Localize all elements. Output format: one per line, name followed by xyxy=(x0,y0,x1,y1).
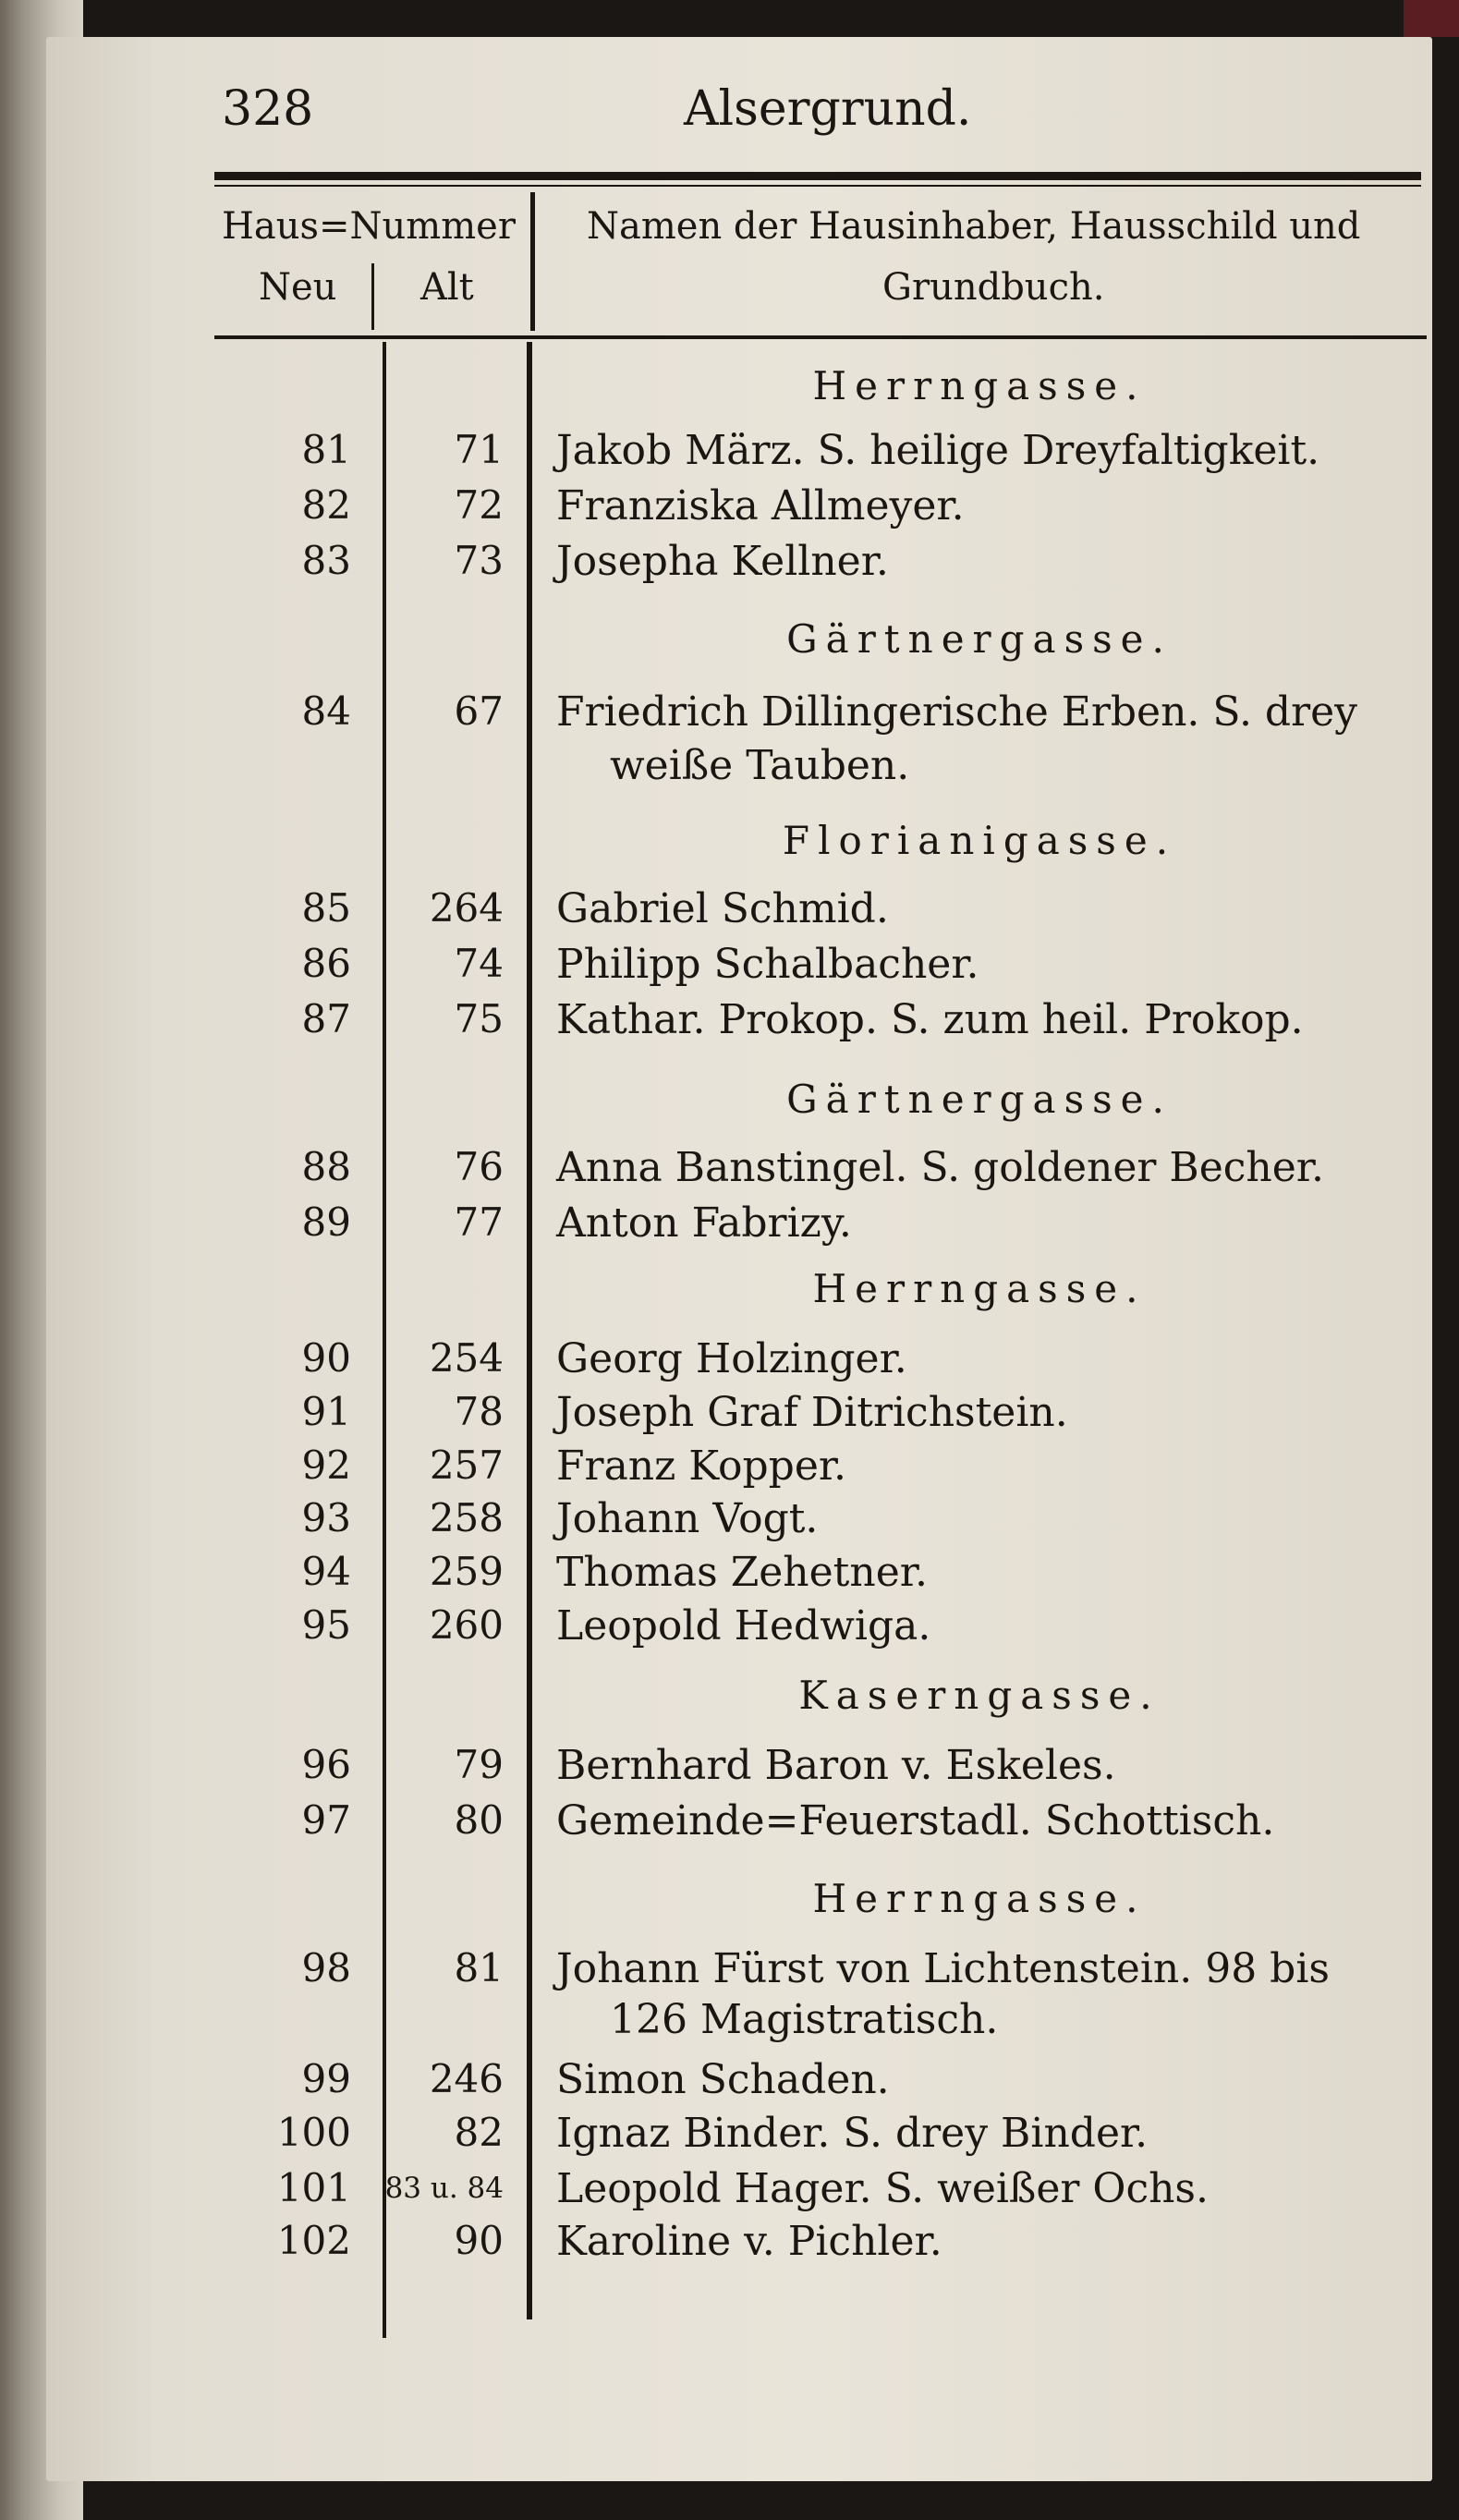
owner-name: Franz Kopper. xyxy=(556,1443,847,1490)
house-number-old: 71 xyxy=(454,427,504,472)
house-number-new: 84 xyxy=(301,688,351,734)
house-number-new: 86 xyxy=(301,941,351,986)
house-number-old: 264 xyxy=(429,885,504,931)
house-number-old: 79 xyxy=(454,1742,504,1787)
house-number-old: 259 xyxy=(429,1549,504,1594)
house-number-old: 254 xyxy=(429,1335,504,1381)
owner-name: Johann Vogt. xyxy=(556,1495,819,1542)
house-number-old: 82 xyxy=(454,2110,504,2155)
page-title: Alsergrund. xyxy=(684,81,972,137)
house-number-old: 83 u. 84 xyxy=(384,2172,504,2205)
house-number-old: 74 xyxy=(454,941,504,986)
house-number-new: 101 xyxy=(276,2165,351,2210)
house-number-new: 85 xyxy=(301,885,351,931)
house-number-new: 91 xyxy=(301,1389,351,1434)
house-number-new: 93 xyxy=(301,1495,351,1540)
column-header-new: Neu xyxy=(259,266,337,309)
street-heading: Herrngasse. xyxy=(812,1266,1147,1311)
house-number-new: 98 xyxy=(301,1945,351,1990)
house-number-old: 73 xyxy=(454,538,504,583)
owner-name: Gabriel Schmid. xyxy=(556,885,889,932)
header-rule-thin xyxy=(214,185,1421,187)
house-number-old: 72 xyxy=(454,482,504,528)
owner-name: Friedrich Dillingerische Erben. S. drey xyxy=(556,688,1358,736)
owner-name: Georg Holzinger. xyxy=(556,1335,907,1382)
owner-name: Kathar. Prokop. S. zum heil. Prokop. xyxy=(556,996,1304,1043)
house-number-old: 81 xyxy=(454,1945,504,1990)
house-number-old: 76 xyxy=(454,1144,504,1189)
owner-name: Johann Fürst von Lichtenstein. 98 bis xyxy=(556,1945,1330,1992)
house-number-old: 257 xyxy=(429,1443,504,1488)
page-number: 328 xyxy=(222,81,314,137)
house-number-old: 246 xyxy=(429,2056,504,2101)
header-divider-neu-alt xyxy=(371,263,374,330)
owner-name: Thomas Zehetner. xyxy=(556,1549,928,1596)
house-number-old: 77 xyxy=(454,1199,504,1245)
house-number-new: 89 xyxy=(301,1199,351,1245)
owner-name: Anna Banstingel. S. goldener Becher. xyxy=(556,1144,1324,1191)
house-number-old: 75 xyxy=(454,996,504,1041)
house-number-new: 95 xyxy=(301,1602,351,1648)
house-number-new: 90 xyxy=(301,1335,351,1381)
owner-name: Karoline v. Pichler. xyxy=(556,2218,942,2265)
house-number-new: 99 xyxy=(301,2056,351,2101)
column-header-old: Alt xyxy=(420,266,474,309)
house-number-new: 97 xyxy=(301,1797,351,1843)
house-number-old: 90 xyxy=(454,2218,504,2263)
header-rule-thick xyxy=(214,172,1421,180)
street-heading: Kaserngasse. xyxy=(798,1673,1161,1718)
owner-name: Leopold Hager. S. weißer Ochs. xyxy=(556,2165,1209,2212)
owner-name: Jakob März. S. heilige Dreyfaltigkeit. xyxy=(556,427,1320,474)
column-header-house-number: Haus=Nummer xyxy=(222,205,516,248)
owner-name: Josepha Kellner. xyxy=(556,538,889,585)
house-number-new: 81 xyxy=(301,427,351,472)
house-number-new: 83 xyxy=(301,538,351,583)
owner-name: Bernhard Baron v. Eskeles. xyxy=(556,1742,1116,1789)
house-number-new: 92 xyxy=(301,1443,351,1488)
house-number-old: 67 xyxy=(454,688,504,734)
house-number-new: 94 xyxy=(301,1549,351,1594)
owner-name: Franziska Allmeyer. xyxy=(556,482,965,530)
street-heading: Herrngasse. xyxy=(812,363,1147,408)
owner-name: Philipp Schalbacher. xyxy=(556,941,979,988)
owner-name: Joseph Graf Ditrichstein. xyxy=(556,1389,1068,1436)
house-number-old: 80 xyxy=(454,1797,504,1843)
column-header-names-line1: Namen der Hausinhaber, Hausschild und xyxy=(587,205,1361,248)
house-number-new: 102 xyxy=(276,2218,351,2263)
column-rule-numbers-names xyxy=(527,342,532,2319)
house-number-old: 260 xyxy=(429,1602,504,1648)
column-header-names-line2: Grundbuch. xyxy=(882,266,1105,309)
house-number-new: 88 xyxy=(301,1144,351,1189)
house-number-old: 78 xyxy=(454,1389,504,1434)
header-divider-names xyxy=(530,192,535,331)
street-heading: Gärtnergasse. xyxy=(786,616,1173,662)
street-heading: Gärtnergasse. xyxy=(786,1077,1173,1122)
house-number-new: 96 xyxy=(301,1742,351,1787)
house-number-old: 258 xyxy=(429,1495,504,1540)
owner-name-continuation: weiße Tauben. xyxy=(610,742,910,789)
house-number-new: 82 xyxy=(301,482,351,528)
house-number-new: 87 xyxy=(301,996,351,1041)
owner-name: Simon Schaden. xyxy=(556,2056,890,2103)
owner-name: Gemeinde=Feuerstadl. Schottisch. xyxy=(556,1797,1275,1844)
owner-name: Anton Fabrizy. xyxy=(556,1199,852,1247)
street-heading: Florianigasse. xyxy=(782,818,1177,863)
street-heading: Herrngasse. xyxy=(812,1876,1147,1921)
owner-name: Leopold Hedwiga. xyxy=(556,1602,931,1650)
owner-name: Ignaz Binder. S. drey Binder. xyxy=(556,2110,1149,2157)
owner-name-continuation: 126 Magistratisch. xyxy=(610,1996,999,2043)
house-number-new: 100 xyxy=(276,2110,351,2155)
header-bottom-rule xyxy=(214,335,1427,339)
